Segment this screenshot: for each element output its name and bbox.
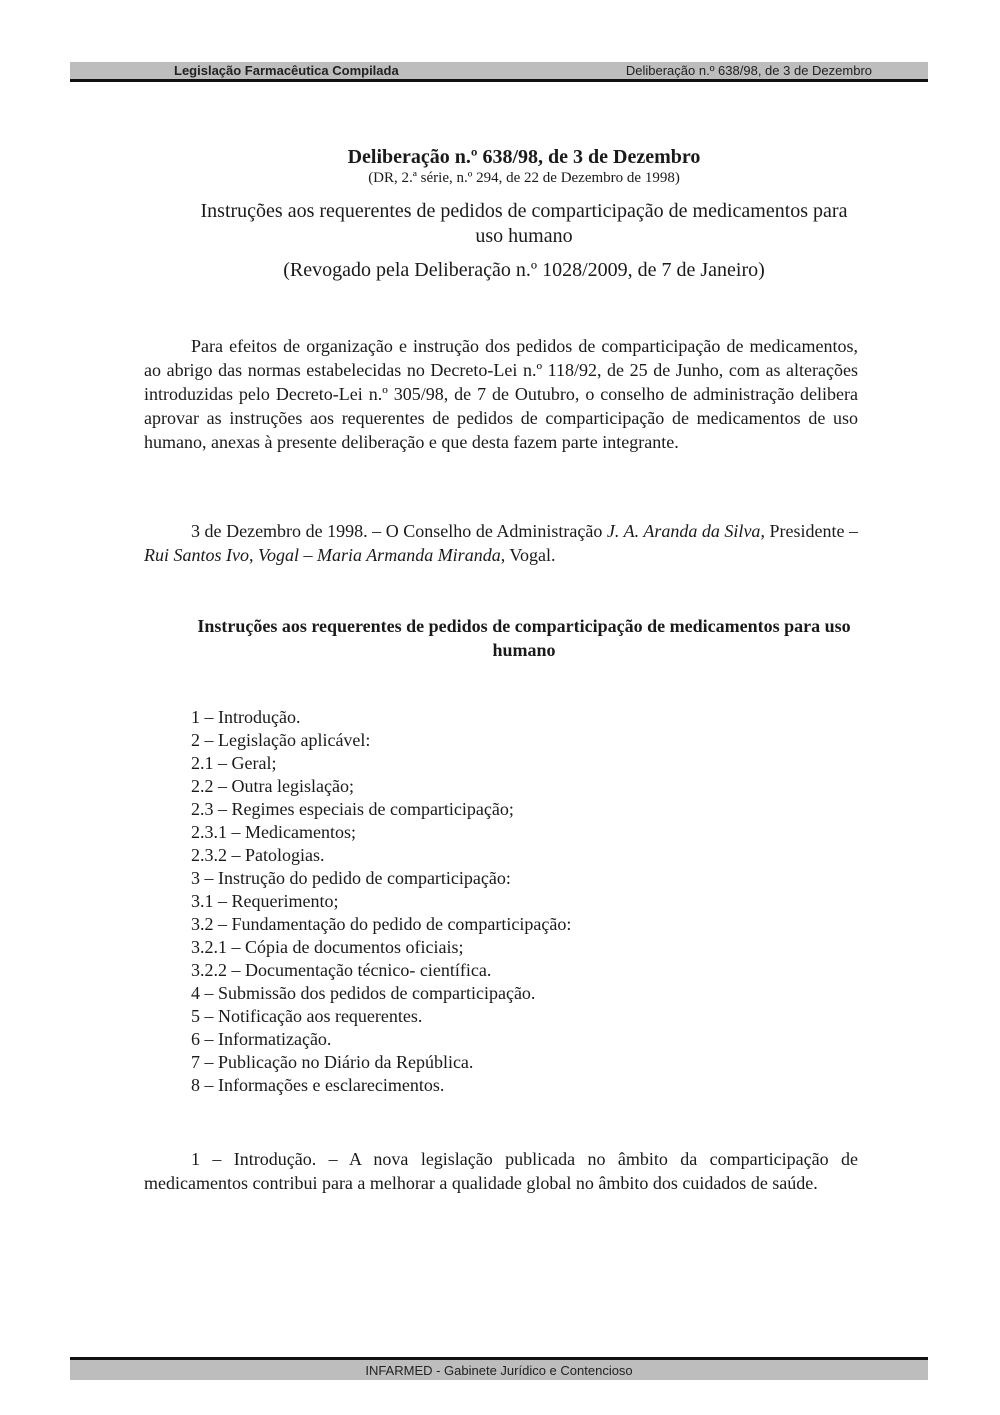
header-collection-title: Legislação Farmacêutica Compilada — [174, 63, 399, 78]
signature-prefix: 3 de Dezembro de 1998. – O Conselho de Administração — [191, 521, 607, 541]
toc-item: 2.2 – Outra legislação; — [191, 776, 354, 796]
signature-paragraph — [144, 519, 858, 567]
footer-text: INFARMED - Gabinete Jurídico e Contencioso — [365, 1363, 633, 1378]
section-title: Instruções aos requerentes de pedidos de comparticipação de medicamentos para uso humano — [197, 616, 851, 660]
signatory-role-2: Vogal – — [258, 545, 318, 565]
toc-item: 8 – Informações e esclarecimentos. — [191, 1075, 445, 1095]
toc-item: 1 – Introdução. — [191, 707, 301, 727]
page-footer — [70, 1360, 928, 1380]
intro-paragraph — [144, 334, 858, 454]
section-1-paragraph — [144, 1147, 858, 1195]
toc-item: 3 – Instrução do pedido de comparticipação: — [191, 868, 511, 888]
section-1-text: 1 – Introdução. – A nova legislação publicada no âmbito da comparticipação de medicamentos contribui para a melhorar a qualidade global no âmbito dos cuidados de saúde. — [144, 1149, 858, 1193]
toc-item: 2.3.2 – Patologias. — [191, 845, 325, 865]
toc-item: 3.2 – Fundamentação do pedido de comparticipação: — [191, 914, 572, 934]
toc-item: 6 – Informatização. — [191, 1029, 332, 1049]
toc-item: 5 – Notificação aos requerentes. — [191, 1006, 423, 1026]
toc-item: 3.2.2 – Documentação técnico- científica. — [191, 960, 492, 980]
toc-item: 2.3 – Regimes especiais de comparticipação; — [191, 799, 514, 819]
toc-item: 2.1 – Geral; — [191, 753, 277, 773]
signature-suffix: , Vogal. — [500, 545, 556, 565]
signature-separator: , — [249, 545, 258, 565]
toc-item: 4 – Submissão dos pedidos de comparticipação. — [191, 983, 536, 1003]
intro-paragraph-text: Para efeitos de organização e instrução dos pedidos de comparticipação de medicamentos, ao abrigo das normas estabelecidas no Decreto-Lei n.º 118/92, de 25 de Junho, com as alterações introduzidas pelo Decreto-Lei n.º 305/98, de 7 de Outubro, o conselho de administração delibera aprovar as instruções aos requerentes de pedidos de comparticipação de medicamentos de uso humano, anexas à presente deliberação e que desta fazem parte integrante. — [144, 336, 858, 452]
signatory-role-1: , Presidente – — [760, 521, 859, 541]
signatory-name-2: Rui Santos Ivo — [144, 545, 249, 565]
document-heading: Instruções aos requerentes de pedidos de comparticipação de medicamentos para uso humano — [200, 200, 848, 247]
header-document-ref: Deliberação n.º 638/98, de 3 de Dezembro — [625, 63, 872, 78]
toc-item: 3.2.1 – Cópia de documentos oficiais; — [191, 937, 464, 957]
toc-item: 2.3.1 – Medicamentos; — [191, 822, 356, 842]
toc-item: 2 – Legislação aplicável: — [191, 730, 371, 750]
revoked-note: (Revogado pela Deliberação n.º 1028/2009, de 7 de Janeiro) — [283, 259, 765, 281]
table-of-contents — [191, 706, 571, 1097]
page-header — [70, 62, 928, 82]
document-title: Deliberação n.º 638/98, de 3 de Dezembro — [347, 146, 701, 168]
toc-item: 3.1 – Requerimento; — [191, 891, 339, 911]
publication-reference: (DR, 2.ª série, n.º 294, de 22 de Dezembro de 1998) — [368, 170, 680, 186]
toc-item: 7 – Publicação no Diário da República. — [191, 1052, 474, 1072]
signatory-name-1: J. A. Aranda da Silva — [606, 521, 761, 541]
signatory-name-3: Maria Armanda Miranda — [317, 545, 501, 565]
